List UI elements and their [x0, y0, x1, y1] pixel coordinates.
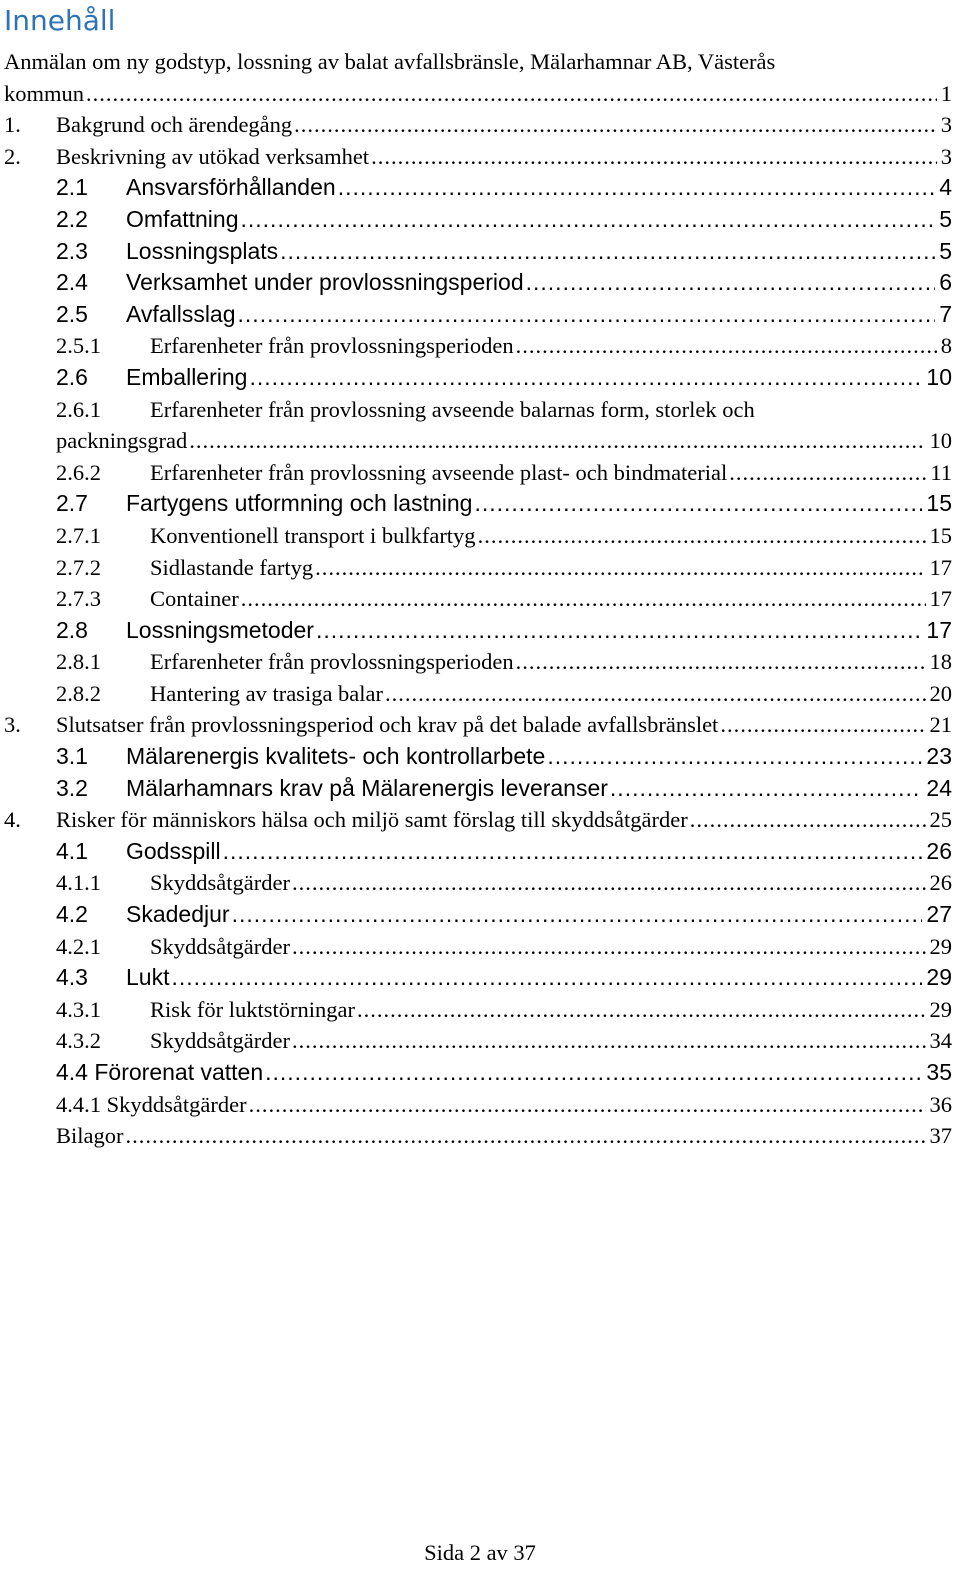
dot-leader [729, 457, 926, 489]
toc-entry-title: Skyddsåtgärder [150, 1028, 290, 1054]
toc-entry-title: Mälarenergis kvalitets- och kontrollarbete [126, 743, 546, 770]
toc-entry-title: Konventionell transport i bulkfartyg [150, 522, 476, 548]
toc-entry-number: 2.6.1 [56, 396, 101, 422]
toc-page-number: 5 [939, 205, 952, 232]
toc-entry-title-continued: kommun [4, 80, 85, 106]
toc-entry-title: Mälarhamnars krav på Mälarenergis leveranser [126, 774, 608, 801]
toc-entry-title: Anmälan om ny godstyp, lossning av balat avfallsbränsle, Mälarhamnar AB, Västerås [4, 49, 776, 74]
toc-entry-title: Lukt [126, 964, 170, 991]
toc-entry[interactable] [0, 172, 960, 204]
toc-entry[interactable] [0, 394, 960, 457]
toc-page-number: 11 [930, 459, 952, 485]
toc-page-number: 17 [929, 586, 952, 612]
dot-leader [86, 78, 937, 110]
dot-leader [126, 1120, 926, 1152]
toc-entry-number: 2.5 [56, 300, 88, 327]
toc-entry[interactable] [0, 520, 960, 552]
toc-entry[interactable] [0, 741, 960, 773]
toc-entry[interactable] [0, 109, 960, 141]
toc-page-number: 25 [929, 807, 952, 833]
toc-entry-number: 4.1 [56, 837, 88, 864]
toc-entry[interactable] [0, 1025, 960, 1057]
toc-entry[interactable] [0, 962, 960, 994]
dot-leader [516, 646, 926, 678]
dot-leader [610, 773, 922, 805]
toc-entry[interactable] [0, 46, 960, 109]
toc-entry-number: 3.2 [56, 774, 88, 801]
toc-page-number: 15 [929, 522, 952, 548]
toc-entry-title: Erfarenheter från provlossning avseende balarnas form, storlek och [150, 396, 755, 422]
toc-entry-number: 2.6 [56, 363, 88, 390]
dot-leader [223, 836, 923, 868]
toc-entry-title-continued: packningsgrad [56, 428, 188, 454]
toc-entry-number: 2.7 [56, 490, 88, 517]
toc-entry-title: Lossningsmetoder [126, 616, 314, 643]
dot-leader [526, 267, 936, 299]
toc-page-number: 36 [929, 1091, 952, 1117]
dot-leader [292, 1025, 926, 1057]
toc-entry[interactable] [0, 804, 960, 836]
toc-entry-title: Skyddsåtgärder [150, 870, 290, 896]
toc-page-number: 34 [929, 1028, 952, 1054]
toc-page-number: 15 [926, 490, 952, 517]
page-footer: Sida 2 av 37 [424, 1540, 536, 1565]
toc-page-number: 1 [940, 80, 952, 106]
toc-entry-number: 2.5.1 [56, 333, 101, 359]
toc-entry-title: Risker för människors hälsa och miljö samt förslag till skyddsåtgärder [56, 807, 688, 833]
dot-leader [238, 299, 936, 331]
toc-page-number: 26 [929, 870, 952, 896]
dot-leader [241, 583, 926, 615]
dot-leader [241, 204, 936, 236]
dot-leader [292, 867, 926, 899]
toc-page-number: 23 [926, 743, 952, 770]
toc-entry-number: 2.2 [56, 205, 88, 232]
toc-page-number: 20 [929, 680, 952, 706]
toc-entry-number: 2.8.1 [56, 649, 101, 675]
toc-page-number: 27 [926, 901, 952, 928]
toc-entry-title: Bakgrund och ärendegång [56, 112, 293, 138]
toc-entry-title: 4.4.1 Skyddsåtgärder [56, 1091, 247, 1117]
toc-entry-number: 4. [4, 807, 21, 833]
toc-entry-number: 2.4 [56, 269, 88, 296]
toc-entry-title: Hantering av trasiga balar [150, 680, 384, 706]
toc-entry-number: 2.7.2 [56, 554, 101, 580]
toc-entry-title: Skyddsåtgärder [150, 933, 290, 959]
toc-page-number: 4 [939, 174, 952, 201]
dot-leader [292, 931, 926, 963]
toc-entry[interactable] [0, 1089, 960, 1121]
toc-page-number: 17 [926, 616, 952, 643]
toc-entry-number: 4.3.2 [56, 1028, 101, 1054]
toc-page-number: 10 [926, 363, 952, 390]
toc-entry-title: Avfallsslag [126, 300, 236, 327]
toc-page-number: 35 [926, 1059, 952, 1085]
dot-leader [249, 1089, 926, 1121]
toc-entry-number: 4.2.1 [56, 933, 101, 959]
toc-entry-title: Verksamhet under provlossningsperiod [126, 269, 524, 296]
toc-entry-number: 4.1.1 [56, 870, 101, 896]
toc-entry[interactable] [0, 931, 960, 963]
toc-entry[interactable] [0, 362, 960, 394]
toc-entry[interactable] [0, 646, 960, 678]
dot-leader [294, 109, 937, 141]
toc-entry-title: Erfarenheter från provlossningsperioden [150, 649, 514, 675]
dot-leader [385, 678, 925, 710]
table-of-contents [0, 46, 960, 1152]
dot-leader [280, 236, 935, 268]
toc-entry-title: 4.4 Förorenat vatten [56, 1059, 264, 1085]
toc-entry-number: 4.2 [56, 901, 88, 928]
dot-leader [474, 488, 922, 520]
toc-page-number: 8 [940, 333, 952, 359]
toc-page-number: 3 [940, 112, 952, 138]
toc-entry-number: 2.8.2 [56, 680, 101, 706]
toc-entry[interactable] [0, 141, 960, 173]
dot-leader [516, 330, 937, 362]
dot-leader [315, 552, 925, 584]
toc-page-number: 3 [940, 143, 952, 169]
toc-entry[interactable] [0, 583, 960, 615]
toc-entry-title: Sidlastande fartyg [150, 554, 314, 580]
toc-entry-title: Erfarenheter från provlossningsperioden [150, 333, 514, 359]
dot-leader [316, 615, 922, 647]
toc-page-number: 10 [929, 428, 952, 454]
dot-leader [171, 962, 922, 994]
dot-leader [357, 994, 926, 1026]
toc-page-number: 6 [939, 269, 952, 296]
toc-entry[interactable] [0, 836, 960, 868]
toc-page-number: 24 [926, 774, 952, 801]
toc-entry-number: 4.3.1 [56, 996, 101, 1022]
toc-entry[interactable] [0, 899, 960, 931]
toc-page-number: 37 [929, 1123, 952, 1149]
toc-page-number: 21 [929, 712, 952, 738]
toc-entry[interactable] [0, 773, 960, 805]
toc-entry-number: 3. [4, 712, 21, 738]
toc-entry-title: Bilagor [56, 1123, 124, 1149]
toc-entry-title: Erfarenheter från provlossning avseende plast- och bindmaterial [150, 459, 728, 485]
toc-entry[interactable] [0, 552, 960, 584]
toc-entry[interactable] [0, 709, 960, 741]
toc-entry-number: 2.7.1 [56, 522, 101, 548]
toc-entry[interactable] [0, 267, 960, 299]
toc-page-number: 29 [926, 964, 952, 991]
dot-leader [338, 172, 936, 204]
toc-entry[interactable] [0, 615, 960, 647]
toc-entry-title: Skadedjur [126, 901, 230, 928]
toc-entry-number: 3.1 [56, 743, 88, 770]
dot-leader [720, 709, 925, 741]
toc-entry-number: 2.7.3 [56, 586, 101, 612]
toc-entry-title: Godsspill [126, 837, 221, 864]
toc-entry-number: 2.1 [56, 174, 88, 201]
toc-entry[interactable] [0, 299, 960, 331]
dot-leader [249, 362, 922, 394]
toc-page-number: 26 [926, 837, 952, 864]
toc-entry[interactable] [0, 488, 960, 520]
toc-entry[interactable] [0, 457, 960, 489]
dot-leader [690, 804, 926, 836]
toc-page-number: 29 [929, 996, 952, 1022]
dot-leader [371, 141, 937, 173]
toc-entry[interactable] [0, 994, 960, 1026]
dot-leader [547, 741, 922, 773]
toc-entry[interactable] [0, 1120, 960, 1152]
toc-entry-number: 4.3 [56, 964, 88, 991]
dot-leader [232, 899, 923, 931]
toc-entry[interactable] [0, 678, 960, 710]
toc-entry-number: 2.8 [56, 616, 88, 643]
toc-entry-title: Slutsatser från provlossningsperiod och krav på det balade avfallsbränslet [56, 712, 719, 738]
toc-entry[interactable] [0, 330, 960, 362]
toc-entry-number: 2.6.2 [56, 459, 101, 485]
dot-leader [478, 520, 926, 552]
toc-entry-title: Risk för luktstörningar [150, 996, 355, 1022]
toc-entry-title: Emballering [126, 363, 248, 390]
dot-leader [189, 425, 925, 457]
toc-page-number: 29 [929, 933, 952, 959]
toc-heading: Innehåll [4, 4, 116, 37]
toc-entry-title: Lossningsplats [126, 237, 279, 264]
toc-entry[interactable] [0, 867, 960, 899]
toc-entry-title: Container [150, 586, 239, 612]
toc-page-number: 7 [939, 300, 952, 327]
dot-leader [265, 1057, 922, 1089]
toc-entry-title: Beskrivning av utökad verksamhet [56, 143, 370, 169]
toc-page-number: 5 [939, 237, 952, 264]
toc-page-number: 17 [929, 554, 952, 580]
toc-page-number: 18 [929, 649, 952, 675]
toc-entry-title: Omfattning [126, 205, 239, 232]
toc-entry[interactable] [0, 1057, 960, 1089]
toc-entry[interactable] [0, 236, 960, 268]
toc-entry[interactable] [0, 204, 960, 236]
toc-entry-title: Fartygens utformning och lastning [126, 490, 473, 517]
toc-entry-number: 2.3 [56, 237, 88, 264]
toc-entry-number: 1. [4, 112, 21, 138]
toc-entry-number: 2. [4, 143, 21, 169]
toc-entry-title: Ansvarsförhållanden [126, 174, 336, 201]
